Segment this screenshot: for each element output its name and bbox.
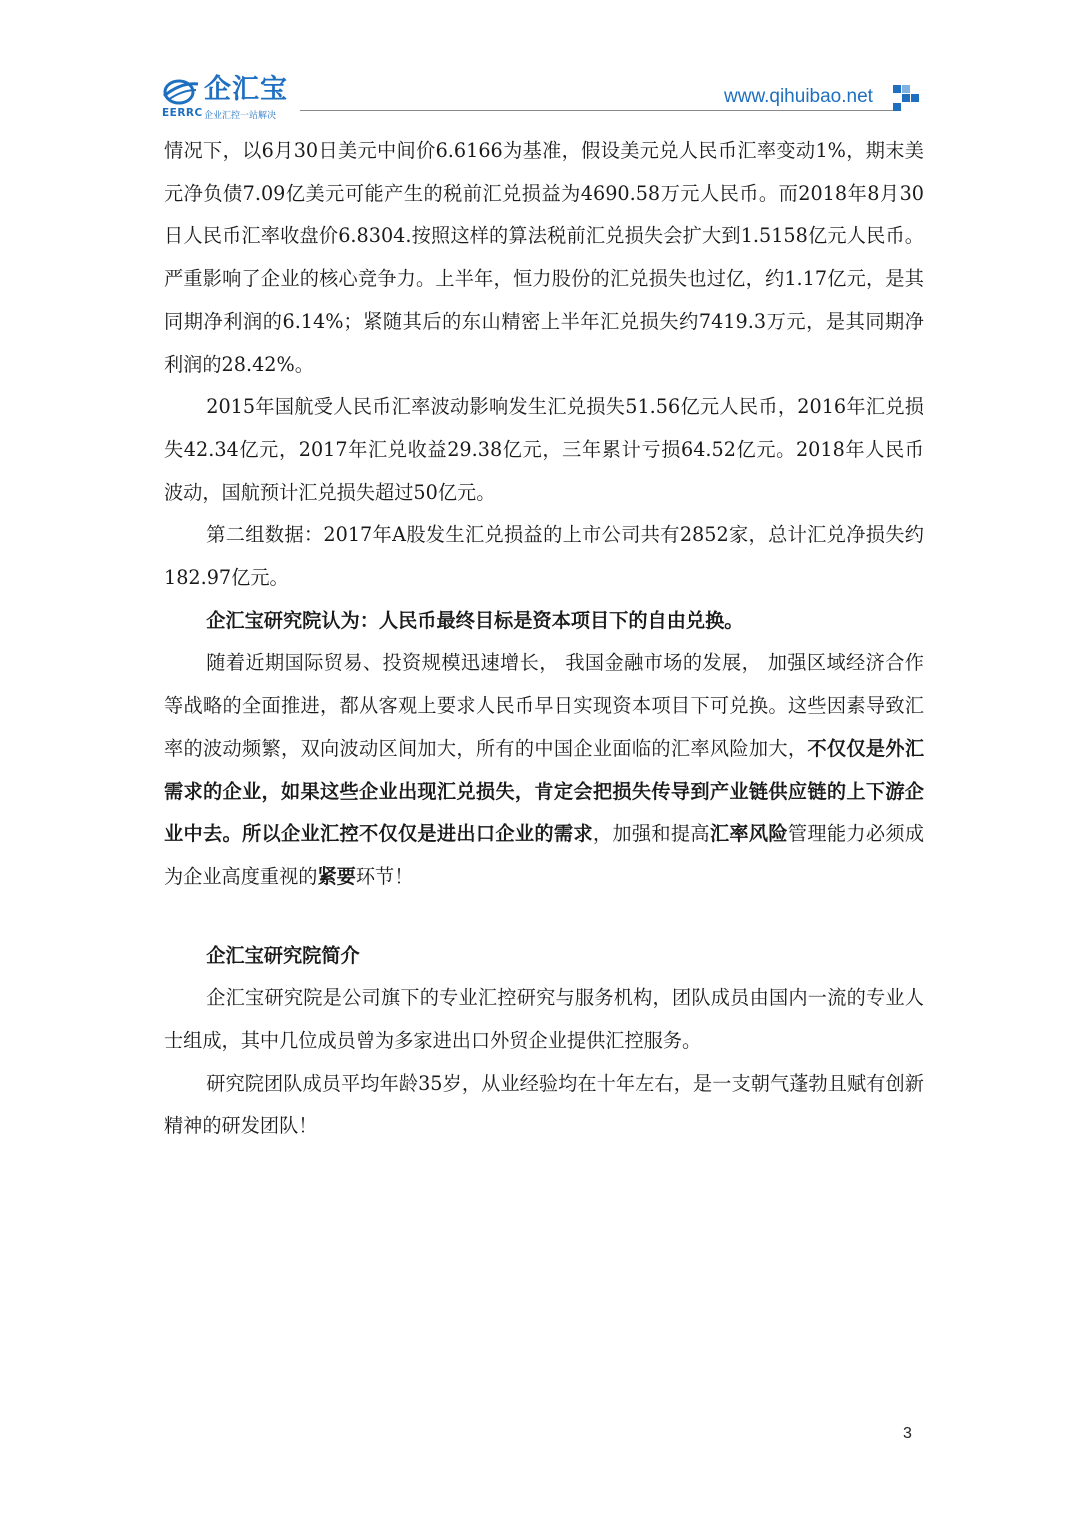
logo-english-name: EERRC xyxy=(162,107,203,119)
section-title-institute-intro: 企汇宝研究院简介 xyxy=(206,943,360,967)
paragraph-team-intro: 研究院团队成员平均年龄35岁，从业经验均在十年左右，是一支朝气蓬勃且赋有创新精神的研发团队！ xyxy=(164,1071,924,1138)
paragraph-air-china-loss: 2015年国航受人民币汇率波动影响发生汇兑损失51.56亿元人民币，2016年汇兑损失42.34亿元，2017年汇兑收益29.38亿元，三年累计亏损64.52亿元。2018年人民币波动，国航预计汇兑损失超过50亿元。 xyxy=(164,395,924,504)
text-run-bold: 紧要 xyxy=(317,864,356,888)
header-divider xyxy=(300,110,893,111)
text-run-bold: 不仅仅是外汇需求的企业，如果这些企业出现汇兑损失，肯定会把损失传导到产业链供应链的上下游企业中去。所以企业汇控不仅仅是进出口企业的需求 xyxy=(164,736,925,846)
pixel-blocks-icon xyxy=(893,85,919,111)
text-run: ，加强和提高 xyxy=(592,822,710,846)
page-header xyxy=(0,0,1080,130)
text-run-bold: 汇率风险 xyxy=(709,822,788,846)
logo-slogan: 企业汇控一站解决 xyxy=(204,111,277,121)
logo-chinese-name: 企汇宝 xyxy=(204,74,288,105)
text-run: 随着近期国际贸易、投资规模迅速增长， 我国金融市场的发展， 加强区域经济合作等战略的全面推进，都从客观上要求人民币早日实现资本项目下可兑换。这些因素导致汇率的波动频繁，双向波动区间加大，所有的中国企业面临的汇率风险加大， xyxy=(164,651,924,760)
globe-logo-icon xyxy=(162,76,200,106)
document-body xyxy=(164,130,924,1148)
text-run: 环节！ xyxy=(355,864,414,888)
page-number: 3 xyxy=(903,1425,912,1442)
text-run: 管理能力必须成为企业高度重视的 xyxy=(164,822,925,888)
website-url: www.qihuibao.net xyxy=(724,86,873,107)
paragraph-institute-view: 企汇宝研究院认为：人民币最终目标是资本项目下的自由兑换。 xyxy=(206,608,744,632)
section-spacer xyxy=(164,899,924,935)
paragraph-institute-intro: 企汇宝研究院是公司旗下的专业汇控研究与服务机构，团队成员由国内一流的专业人士组成，其中几位成员曾为多家进出口外贸企业提供汇控服务。 xyxy=(164,986,924,1053)
paragraph-second-data-group: 第二组数据：2017年A股发生汇兑损益的上市公司共有2852家，总计汇兑净损失约182.97亿元。 xyxy=(164,523,924,590)
paragraph-rmb-convertibility xyxy=(164,642,924,898)
company-logo xyxy=(162,74,302,124)
paragraph-exchange-loss-continued: 情况下，以6月30日美元中间价6.6166为基准，假设美元兑人民币汇率变动1%，期末美元净负债7.09亿美元可能产生的税前汇兑损益为4690.58万元人民币。而2018年8月30日人民币汇率收盘价6.8304.按照这样的算法税前汇兑损失会扩大到1.5158亿元人民币。严重影响了企业的核心竞争力。上半年，恒力股份的汇兑损失也过亿，约1.17亿元，是其同期净利润的6.14%；紧随其后的东山精密上半年汇兑损失约7419.3万元，是其同期净利润的28.42%。 xyxy=(164,139,924,376)
